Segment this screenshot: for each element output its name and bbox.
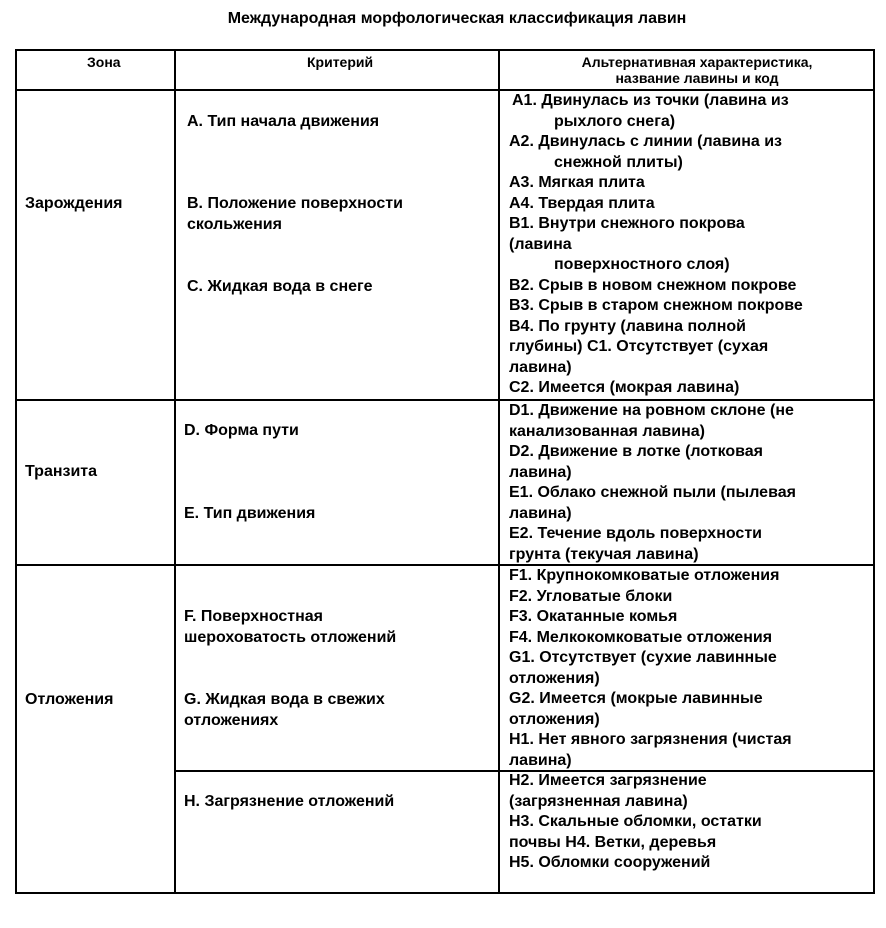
list-item: A3. Мягкая плита xyxy=(509,174,645,191)
list-item: рыхлого снега) xyxy=(554,112,676,130)
list-item: канализованная лавина) xyxy=(509,422,705,440)
criterion-a: A. Тип начала движения xyxy=(187,113,380,130)
header-alternative: Альтернативная характеристика, название лавины и код xyxy=(581,54,813,86)
criterion-f: F. Поверхностная шероховатость отложений xyxy=(184,608,397,646)
list-item: снежной плиты) xyxy=(554,153,683,171)
list-item: поверхностного слоя) xyxy=(554,256,730,273)
list-item: D1. Движение на ровном склоне (не xyxy=(509,402,794,419)
list-item: G1. Отсутствует (сухие лавинные xyxy=(509,649,777,666)
header-zone: Зона xyxy=(87,54,121,70)
list-item: A1. Двинулась из точки (лавина из xyxy=(512,92,789,109)
criterion-g: G. Жидкая вода в свежих отложениях xyxy=(184,691,385,729)
zone-name: Зарождения xyxy=(25,195,123,212)
list-item: (лавина xyxy=(509,235,572,253)
list-item: лавина) xyxy=(509,751,572,769)
criterion-c: C. Жидкая вода в снеге xyxy=(187,278,373,295)
list-item: A2. Двинулась с линии (лавина из xyxy=(509,133,782,150)
list-item: F2. Угловатые блоки xyxy=(509,587,673,605)
criterion-h: H. Загрязнение отложений xyxy=(184,793,395,810)
column-divider xyxy=(174,51,176,892)
header-criterion: Критерий xyxy=(307,54,374,70)
column-divider xyxy=(498,51,500,892)
classification-table xyxy=(15,49,875,894)
criterion-e: E. Тип движения xyxy=(184,505,316,522)
list-item: лавина) xyxy=(509,463,572,481)
list-item: (загрязненная лавина) xyxy=(509,792,688,810)
list-item: B3. Срыв в старом снежном покрове xyxy=(509,297,803,314)
list-item: A4. Твердая плита xyxy=(509,194,655,212)
page-title: Международная морфологическая классификация лавин xyxy=(227,10,687,27)
alternatives-zone-2 xyxy=(509,401,796,565)
list-item: G2. Имеется (мокрые лавинные xyxy=(509,690,763,707)
list-item: H5. Обломки сооружений xyxy=(509,854,711,871)
zone-name: Отложения xyxy=(25,691,114,708)
list-item: грунта (текучая лавина) xyxy=(509,545,699,563)
list-item: H3. Скальные обломки, остатки xyxy=(509,813,762,830)
list-item: лавина) xyxy=(509,504,572,522)
alternatives-zone-3 xyxy=(509,566,792,874)
list-item: лавина) xyxy=(509,358,572,376)
criterion-b: B. Положение поверхности скольжения xyxy=(187,195,403,233)
zone-name: Транзита xyxy=(25,463,98,480)
list-item: E1. Облако снежной пыли (пылевая xyxy=(509,484,796,501)
list-item: почвы H4. Ветки, деревья xyxy=(509,833,717,851)
list-item: H1. Нет явного загрязнения (чистая xyxy=(509,731,792,748)
list-item: C2. Имеется (мокрая лавина) xyxy=(509,379,740,396)
list-item: отложения) xyxy=(509,669,600,687)
list-item: F1. Крупнокомковатые отложения xyxy=(509,567,780,584)
criterion-d: D. Форма пути xyxy=(184,422,299,439)
list-item: глубины) C1. Отсутствует (сухая xyxy=(509,338,769,355)
list-item: H2. Имеется загрязнение xyxy=(509,772,707,789)
list-item: D2. Движение в лотке (лотковая xyxy=(509,443,764,460)
list-item: отложения) xyxy=(509,710,600,728)
list-item: F4. Мелкокомковатые отложения xyxy=(509,628,773,646)
list-item: B2. Срыв в новом снежном покрове xyxy=(509,276,797,294)
alternatives-zone-1 xyxy=(509,91,803,399)
list-item: B4. По грунту (лавина полной xyxy=(509,317,746,335)
list-item: E2. Течение вдоль поверхности xyxy=(509,525,762,542)
list-item: F3. Окатанные комья xyxy=(509,608,678,625)
list-item: B1. Внутри снежного покрова xyxy=(509,215,745,232)
